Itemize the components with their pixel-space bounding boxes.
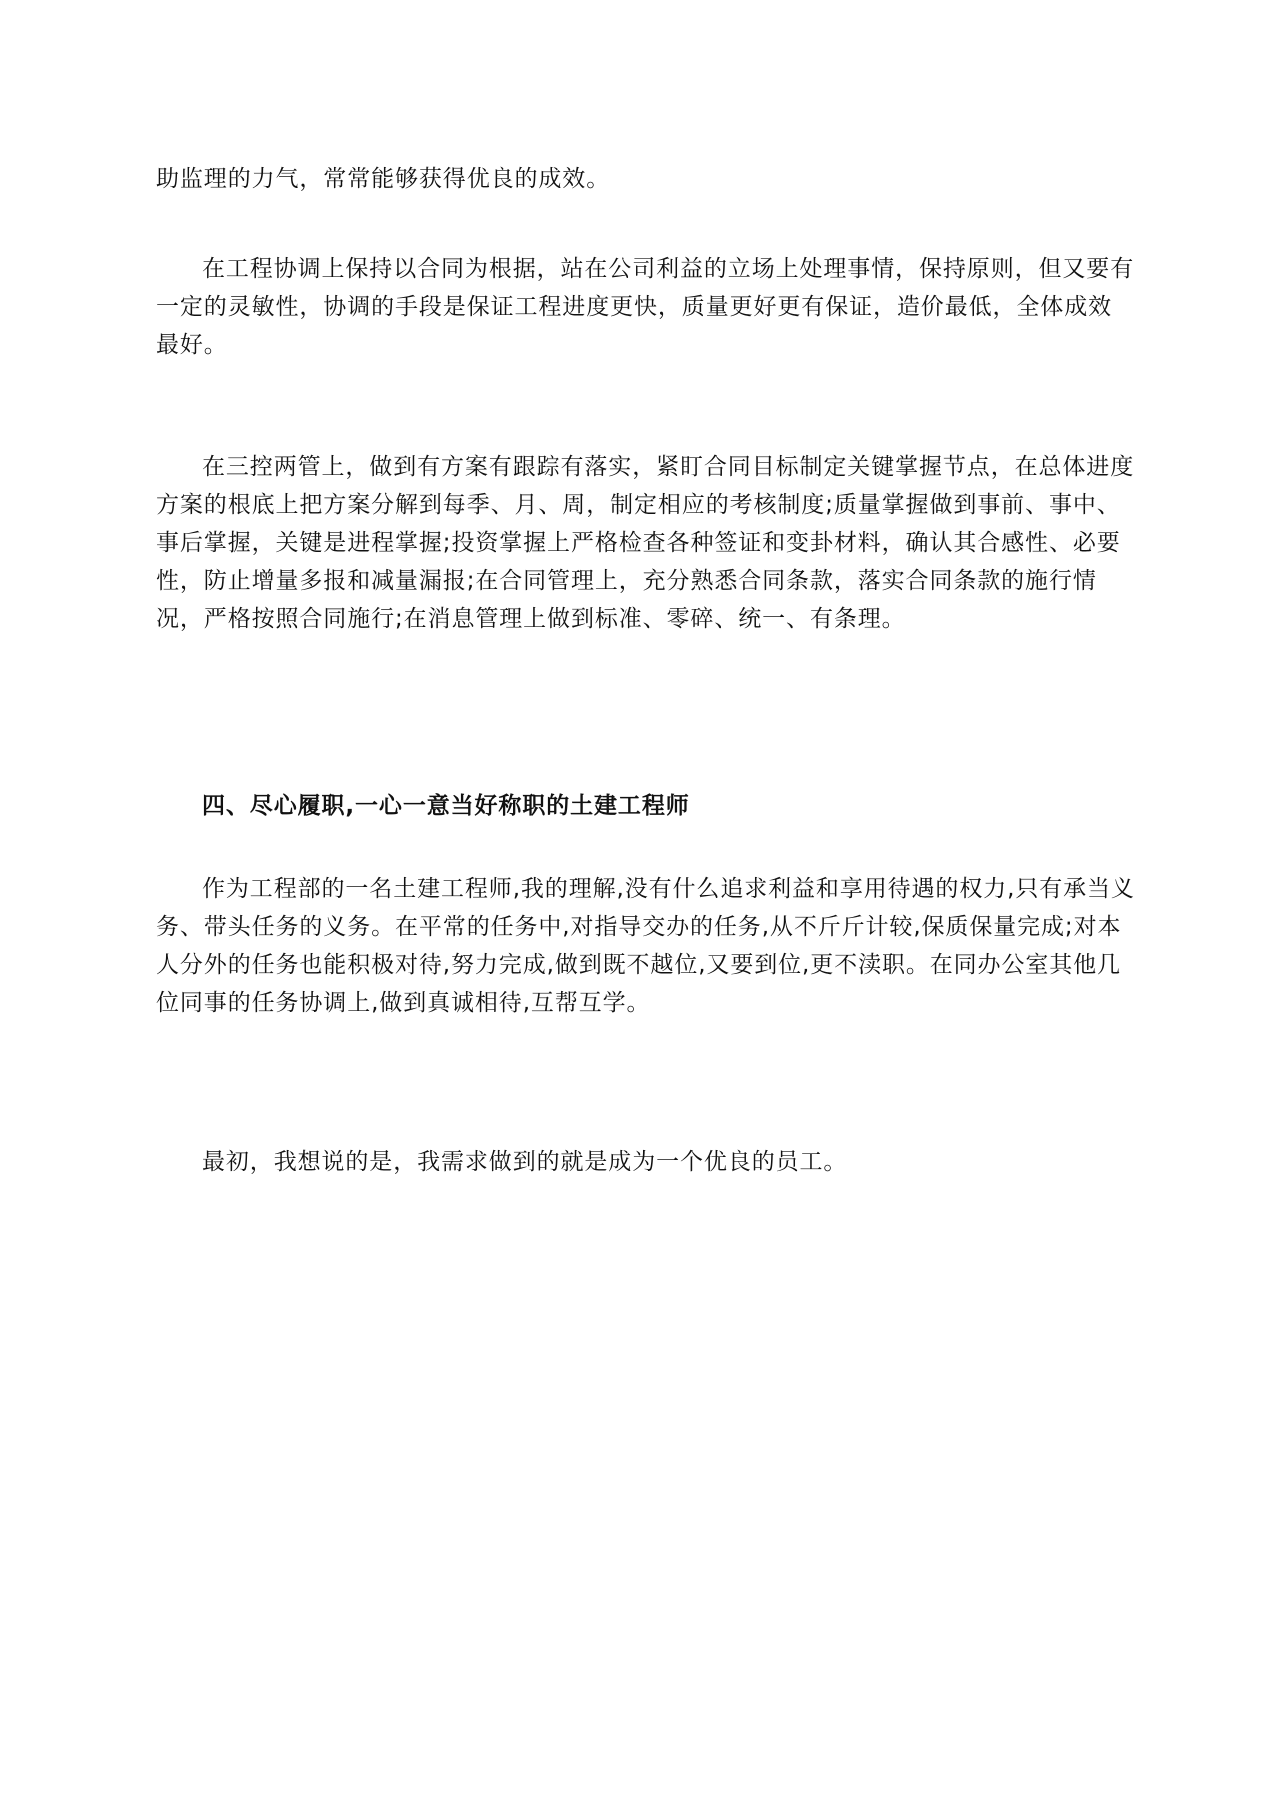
paragraph-final-statement: 最初，我想说的是，我需求做到的就是成为一个优良的员工。 xyxy=(202,1149,848,1175)
paragraph-project-coordination: 在工程协调上保持以合同为根据，站在公司利益的立场上处理事情，保持原则，但又要有一定的灵敏性，协调的手段是保证工程进度更快，质量更好更有保证，造价最低，全体成效最好。 xyxy=(156,256,1135,358)
paragraph-continuation: 助监理的力气，常常能够获得优良的成效。 xyxy=(156,166,611,192)
paragraph-three-controls-two-managements: 在三控两管上，做到有方案有跟踪有落实，紧盯合同目标制定关键掌握节点，在总体进度方案的根底上把方案分解到每季、月、周，制定相应的考核制度;质量掌握做到事前、事中、事后掌握，关键是进程掌握;投资掌握上严格检查各种签证和变卦材料，确认其合感性、必要性，防止增量多报和减量漏报;在合同管理上，充分熟悉合同条款，落实合同条款的施行情况，严格按照合同施行;在消息管理上做到标准、零碎、统一、有条理。 xyxy=(156,454,1135,632)
paragraph-civil-engineer-duties: 作为工程部的一名土建工程师,我的理解,没有什么追求利益和享用待遇的权力,只有承当义务、带头任务的义务。在平常的任务中,对指导交办的任务,从不斤斤计较,保质保量完成;对本人分外的任务也能积极对待,努力完成,做到既不越位,又要到位,更不渎职。在同办公室其他几位同事的任务协调上,做到真诚相待,互帮互学。 xyxy=(156,876,1135,1016)
section-heading-four: 四、尽心履职,一心一意当好称职的土建工程师 xyxy=(202,793,690,819)
